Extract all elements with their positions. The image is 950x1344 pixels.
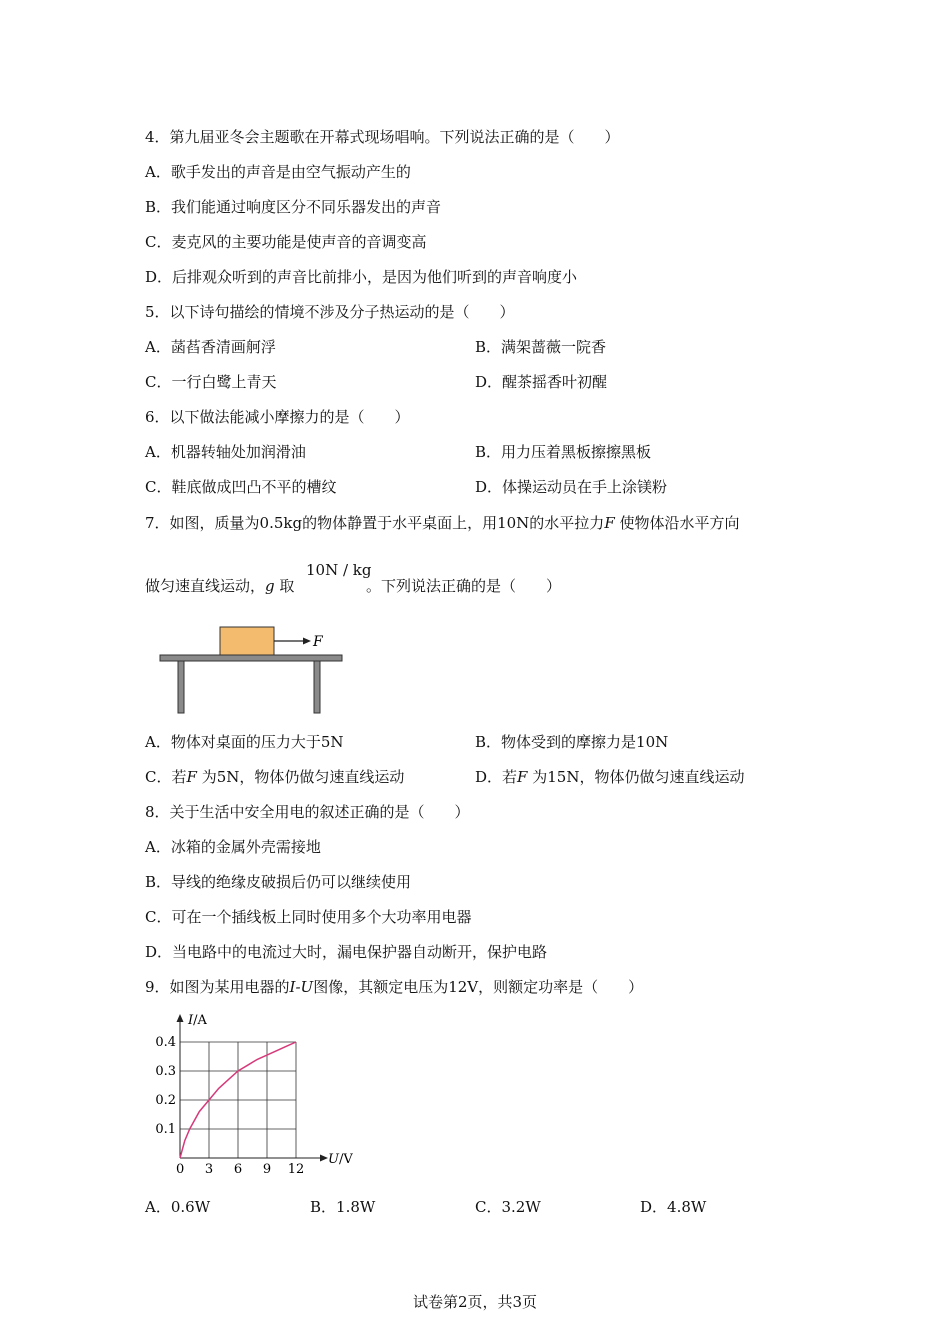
y-tick-label: 0.3 bbox=[155, 1064, 176, 1079]
q8-option-a: A．冰箱的金属外壳需接地 bbox=[145, 838, 321, 856]
page-footer: 试卷第2页，共3页 bbox=[412, 1293, 538, 1311]
q4-option-d: D．后排观众听到的声音比前排小，是因为他们听到的声音响度小 bbox=[145, 268, 578, 286]
origin-label: 0 bbox=[176, 1162, 185, 1177]
block bbox=[220, 627, 274, 655]
q7-option-c-pre: C．若 bbox=[145, 768, 187, 786]
q6-option-c: C．鞋底做成凹凸不平的槽纹 bbox=[145, 478, 337, 496]
q7-stem bbox=[145, 513, 740, 533]
table-block-figure bbox=[155, 620, 350, 720]
q7-line2-part2: 取 bbox=[279, 577, 295, 595]
q7-option-d-pre: D．若 bbox=[475, 768, 518, 786]
g-symbol: g bbox=[265, 577, 275, 595]
x-tick-label: 12 bbox=[287, 1162, 305, 1177]
q7-stem-part1: 7．如图，质量为0.5kg的物体静置于水平桌面上，用10N的水平拉力 bbox=[145, 514, 605, 532]
table-leg-left bbox=[178, 661, 184, 713]
table-leg-right bbox=[314, 661, 320, 713]
iu-symbol: I-U bbox=[289, 978, 314, 996]
table-top bbox=[160, 655, 342, 661]
q5-option-a: A．菡萏香清画舸浮 bbox=[145, 338, 276, 356]
q7-stem-part2: 使物体沿水平方向 bbox=[619, 514, 740, 532]
y-tick-label: 0.2 bbox=[155, 1093, 176, 1108]
q7-option-b: B．物体受到的摩擦力是10N bbox=[475, 733, 669, 751]
q9-stem bbox=[145, 977, 643, 997]
q7-line2-part3: 。下列说法正确的是（ ） bbox=[366, 577, 562, 595]
y-axis-label bbox=[187, 1013, 208, 1028]
q7-option-c bbox=[145, 767, 404, 787]
force-label: F bbox=[313, 634, 323, 650]
q7-line2-part1: 做匀速直线运动， bbox=[145, 577, 266, 595]
q9-option-c: C．3.2W bbox=[475, 1198, 541, 1216]
q7-option-c-post: 为5N，物体仍做匀速直线运动 bbox=[201, 768, 405, 786]
x-axis-unit: /V bbox=[338, 1152, 353, 1167]
q9-stem-part2: 图像，其额定电压为12V，则额定功率是（ ） bbox=[313, 978, 644, 996]
y-tick-label: 0.4 bbox=[155, 1035, 176, 1050]
q6-option-b: B．用力压着黑板擦擦黑板 bbox=[475, 443, 652, 461]
q4-option-b: B．我们能通过响度区分不同乐器发出的声音 bbox=[145, 198, 442, 216]
q8-stem: 8．关于生活中安全用电的叙述正确的是（ ） bbox=[145, 803, 470, 821]
force-arrow-head bbox=[303, 638, 311, 645]
q9-stem-part1: 9．如图为某用电器的 bbox=[145, 978, 290, 996]
q4-stem: 4．第九届亚冬会主题歌在开幕式现场唱响。下列说法正确的是（ ） bbox=[145, 128, 620, 146]
q4-option-c: C．麦克风的主要功能是使声音的音调变高 bbox=[145, 233, 427, 251]
y-tick-label: 0.1 bbox=[155, 1122, 176, 1137]
q8-option-d: D．当电路中的电流过大时，漏电保护器自动断开，保护电路 bbox=[145, 943, 548, 961]
q7-stem-line2 bbox=[145, 576, 294, 596]
q8-option-b: B．导线的绝缘皮破损后仍可以继续使用 bbox=[145, 873, 412, 891]
q9-option-b: B．1.8W bbox=[310, 1198, 376, 1216]
q6-stem: 6．以下做法能减小摩擦力的是（ ） bbox=[145, 408, 410, 426]
q5-option-c: C．一行白鹭上青天 bbox=[145, 373, 277, 391]
y-axis-unit: /A bbox=[193, 1013, 207, 1028]
q7-option-d-post: 为15N，物体仍做匀速直线运动 bbox=[532, 768, 745, 786]
q4-option-a: A．歌手发出的声音是由空气振动产生的 bbox=[145, 163, 411, 181]
x-tick-label: 3 bbox=[204, 1162, 214, 1177]
x-axis-label bbox=[328, 1152, 353, 1167]
x-axis-arrow bbox=[320, 1155, 328, 1162]
x-tick-label: 9 bbox=[262, 1162, 272, 1177]
y-axis-arrow bbox=[177, 1014, 184, 1022]
q9-option-d: D．4.8W bbox=[640, 1198, 707, 1216]
x-tick-label: 6 bbox=[233, 1162, 243, 1177]
q6-option-d: D．体操运动员在手上涂镁粉 bbox=[475, 478, 668, 496]
x-axis-var: U bbox=[328, 1152, 339, 1167]
force-symbol-c: F bbox=[186, 768, 197, 786]
q5-option-d: D．醒茶摇香叶初醒 bbox=[475, 373, 608, 391]
q8-option-c: C．可在一个插线板上同时使用多个大功率用电器 bbox=[145, 908, 472, 926]
iu-chart bbox=[150, 1010, 370, 1180]
y-axis-var: I bbox=[188, 1013, 194, 1028]
force-symbol-d: F bbox=[517, 768, 528, 786]
q7-option-a: A．物体对桌面的压力大于5N bbox=[145, 733, 344, 751]
q5-option-b: B．满架蔷薇一院香 bbox=[475, 338, 607, 356]
q9-option-a: A．0.6W bbox=[145, 1198, 211, 1216]
q7-option-d bbox=[475, 767, 744, 787]
q6-option-a: A．机器转轴处加润滑油 bbox=[145, 443, 306, 461]
g-value: 10N / kg bbox=[306, 561, 372, 579]
q5-stem: 5．以下诗句描绘的情境不涉及分子热运动的是（ ） bbox=[145, 303, 515, 321]
force-symbol: F bbox=[604, 514, 615, 532]
